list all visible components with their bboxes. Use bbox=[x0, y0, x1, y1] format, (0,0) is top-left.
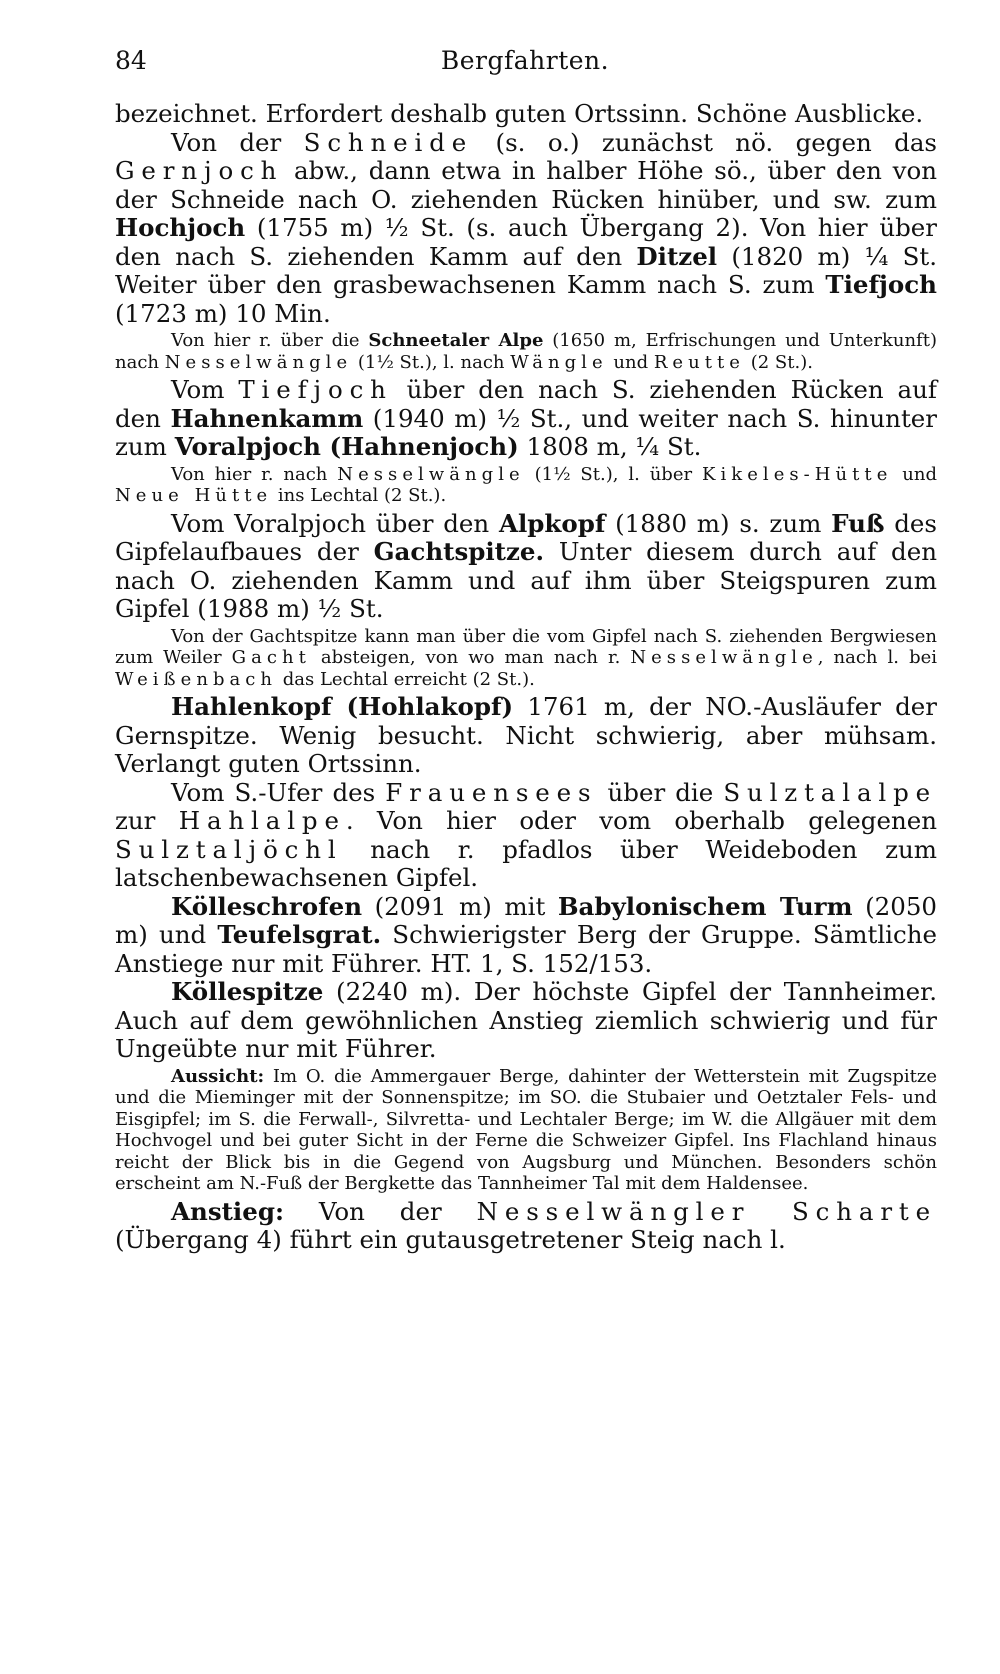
paragraph: Von der Schneide (s. o.) zunächst nö. gegen das Gernjoch abw., dann etwa in halber Höhe sö., über den von der Schneide nach O. ziehenden Rücken hinüber, und sw. zum Hochjoch (1755 m) ½ St. (s. auch Übergang 2). Von hier über den nach S. ziehenden Kamm auf den Ditzel (1820 m) ¼ St. Weiter über den grasbewachsenen Kamm nach S. zum Tiefjoch (1723 m) 10 Min. bbox=[115, 127, 937, 328]
note-paragraph: Von der Gachtspitze kann man über die vom Gipfel nach S. ziehenden Bergwiesen zum Weiler Gacht absteigen, von wo man nach r. Nesselwängle, nach l. bei Weißenbach das Lechtal erreicht (2 St.). bbox=[115, 625, 937, 690]
bold-peak-name: Alpkopf bbox=[498, 508, 606, 538]
page-body bbox=[115, 100, 937, 1255]
bold-peak-name: Gachtspitze. bbox=[373, 537, 545, 566]
paragraph: Kölleschrofen (2091 m) mit Babylonischem Turm (2050 m) und Teufelsgrat. Schwierigster Berg der Gruppe. Sämtliche Anstiege nur mit Führer. HT. 1, S. 152/153. bbox=[115, 891, 938, 978]
spaced-place-name: Reutte bbox=[653, 351, 745, 373]
note-paragraph: Von hier r. über die Schneetaler Alpe (1650 m, Erfrischungen und Unterkunft) nach Nesselwängle (1½ St.), l. nach Wängle und Reutte (2 St.). bbox=[115, 330, 937, 373]
paragraph: Vom Tiefjoch über den nach S. ziehenden Rücken auf den Hahnenkamm (1940 m) ½ St., und weiter nach S. hinunter zum Voralpjoch (Hahnenjoch) 1808 m, ¼ St. bbox=[115, 375, 938, 461]
spaced-place-name: Sulztalalpe bbox=[723, 777, 938, 807]
running-head: Bergfahrten. bbox=[440, 46, 610, 75]
bold-peak-name: Babylonischem Turm bbox=[557, 891, 853, 921]
spaced-place-name: Weißenbach bbox=[115, 668, 278, 690]
paragraph: Vom S.-Ufer des Frauensees über die Sulztalalpe zur Hahlalpe. Von hier oder vom oberhalb gelegenen Sulztaljöchl nach r. pfadlos über Weideboden zum latschenbewachsenen Gipfel. bbox=[115, 777, 938, 892]
spaced-place-name: Nesselwängler Scharte bbox=[476, 1196, 937, 1226]
note-paragraph: Von hier r. nach Nesselwängle (1½ St.), l. über Kikeles-Hütte und Neue Hütte ins Lechtal (2 St.). bbox=[115, 463, 937, 506]
page-number: 84 bbox=[115, 46, 147, 75]
bold-peak-name: Hochjoch bbox=[115, 213, 246, 242]
bold-term: Fuß bbox=[831, 508, 885, 538]
paragraph: Vom Voralpjoch über den Alpkopf (1880 m) s. zum Fuß des Gipfelaufbaues der Gachtspitze. Unter diesem durch auf den nach O. ziehenden Kamm und auf ihm über Steigspuren zum Gipfel (1988 m) ½ St. bbox=[115, 508, 938, 623]
spaced-place-name: Neue Hütte bbox=[115, 485, 273, 506]
spaced-place-name: Hahlalpe bbox=[178, 806, 346, 835]
spaced-place-name: Schneide bbox=[303, 127, 474, 157]
spaced-place-name: Gacht bbox=[231, 647, 311, 668]
spaced-place-name: Nesselwängle bbox=[164, 351, 353, 373]
bold-peak-name: Hahnenkamm bbox=[170, 403, 364, 433]
spaced-place-name: Kikeles-Hütte bbox=[701, 463, 893, 485]
bold-peak-name: Ditzel bbox=[636, 241, 718, 271]
bold-place-name: Schneetaler Alpe bbox=[368, 330, 544, 351]
spaced-place-name: Gernjoch bbox=[115, 156, 284, 185]
spaced-place-name: Frauensees bbox=[385, 777, 598, 807]
bold-term: Aussicht: bbox=[171, 1065, 265, 1087]
bold-peak-name: Hahlenkopf (Hohlakopf) bbox=[171, 692, 514, 721]
bold-peak-name: Voralpjoch (Hahnenjoch) bbox=[174, 432, 519, 461]
spaced-place-name: Nesselwängle bbox=[630, 647, 818, 668]
bold-term: Anstieg: bbox=[171, 1196, 285, 1226]
paragraph: Köllespitze (2240 m). Der höchste Gipfel der Tannheimer. Auch auf dem gewöhnlichen Anstieg ziemlich schwierig und für Ungeübte nur mit Führer. bbox=[115, 977, 937, 1063]
spaced-place-name: Sulztaljöchl bbox=[115, 834, 343, 864]
bold-peak-name: Teufelsgrat. bbox=[217, 920, 382, 949]
note-paragraph: Aussicht: Im O. die Ammergauer Berge, dahinter der Wetterstein mit Zugspitze und die Mieminger mit der Sonnenspitze; im SO. die Stubaier und Oetztaler Fels- und Eisgipfel; im S. die Ferwall-, Silvretta- und Lechtaler Berge; im W. die Allgäuer mit dem Hochvogel und bei guter Sicht in der Ferne die Schweizer Gipfel. Ins Flachland hinaus reicht der Blick bis in die Gegend von Augsburg und München. Besonders schön erscheint am N.-Fuß der Bergkette das Tannheimer Tal mit dem Haldensee. bbox=[115, 1065, 937, 1194]
bold-peak-name: Kölleschrofen bbox=[171, 891, 363, 921]
spaced-place-name: Tiefjoch bbox=[238, 375, 393, 404]
page-header bbox=[115, 46, 935, 86]
bold-peak-name: Tiefjoch bbox=[825, 270, 937, 299]
spaced-place-name: Nesselwängle bbox=[337, 463, 525, 485]
paragraph: Anstieg: Von der Nesselwängler Scharte (Übergang 4) führt ein gutausgetretener Steig nach l. bbox=[115, 1196, 937, 1254]
spaced-place-name: Wängle bbox=[510, 351, 608, 373]
paragraph: Hahlenkopf (Hohlakopf) 1761 m, der NO.-Ausläufer der Gernspitze. Wenig besucht. Nicht schwierig, aber mühsam. Verlangt guten Ortssinn. bbox=[115, 692, 938, 778]
bold-peak-name: Köllespitze bbox=[171, 977, 324, 1006]
paragraph: bezeichnet. Erfordert deshalb guten Ortssinn. Schöne Ausblicke. bbox=[115, 99, 924, 128]
